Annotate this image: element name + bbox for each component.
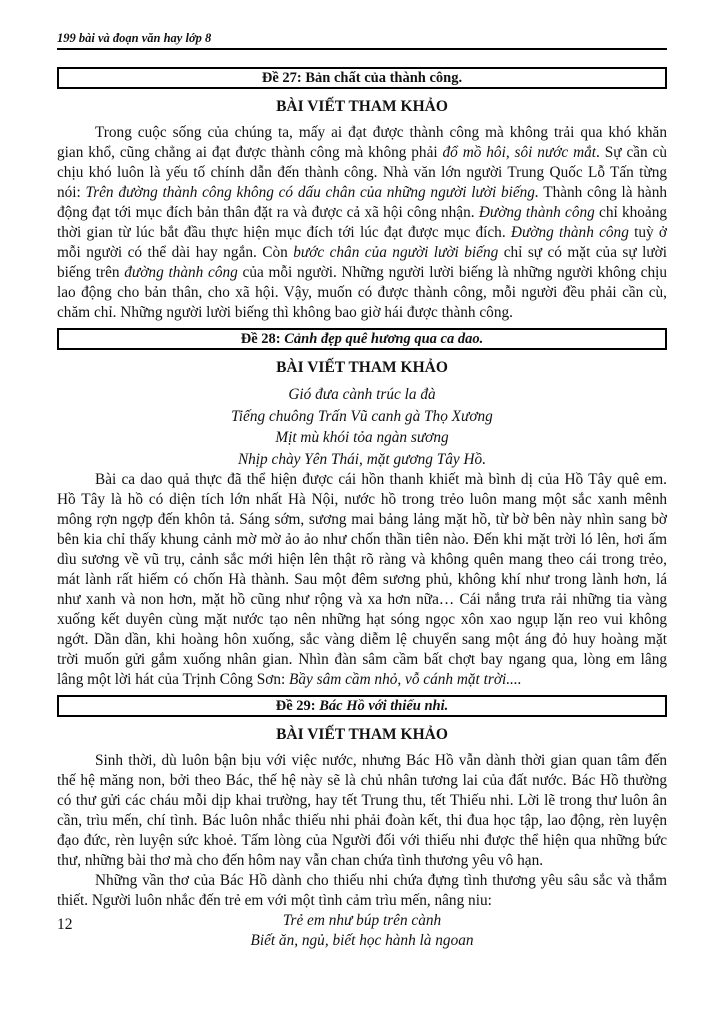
text-line	[57, 223, 667, 243]
text-line	[57, 791, 667, 811]
text-run: mông rợn ngợp đến khôn tả. Sáng sớm, sương mai bảng lảng mặt hồ, từ bờ bên này nhìn sang bờ	[57, 511, 667, 528]
poem-line: Trẻ em như búp trên cành	[282, 912, 442, 929]
section-27	[57, 67, 667, 323]
italic-text: Trên đường thành công không có dấu chân của những người lười biếng.	[85, 184, 539, 201]
text-line	[57, 510, 667, 530]
text-line	[57, 263, 667, 283]
section-title-box	[57, 328, 667, 350]
document-body	[57, 67, 667, 951]
text-run: có thư gửi các cháu mỗi dịp khai trường, hay tết Trung thu, tết Thiếu nhi. Lời lẽ trong thư luôn ân	[57, 792, 667, 809]
header-rule	[57, 48, 667, 50]
text-line	[57, 550, 667, 570]
section-heading: BÀI VIẾT THAM KHẢO	[276, 726, 448, 743]
text-line	[57, 610, 667, 630]
text-line	[57, 570, 667, 590]
text-line	[57, 630, 667, 650]
text-run: xuống kết duyên cùng mặt nước tạo nên những hạt sóng ngọc xôn xao ngụp lặn reo vui không	[57, 611, 667, 628]
section-29	[57, 695, 667, 951]
text-line	[57, 670, 667, 690]
text-run: trời muốn gửi gắm xuống nhân gian. Nhìn đàn sâm cầm bất chợt bay ngang qua, lòng em lâng	[57, 651, 667, 668]
text-run: thời gian từ lúc bắt đầu thực hiện mục đích tới lúc đạt được mục đích.	[57, 224, 511, 241]
italic-text: bước chân của người lười biếng	[293, 244, 499, 261]
text-line	[57, 203, 667, 223]
text-line	[57, 831, 667, 851]
italic-text: đường thành công	[124, 264, 238, 281]
paragraph	[57, 871, 667, 911]
paragraph	[57, 470, 667, 690]
text-line	[57, 811, 667, 831]
text-run: mỗi người có thể dài hay ngắn. Còn	[57, 244, 294, 261]
text-run: gian khổ, cũng chẳng ai đạt được thành công mà không phải	[57, 144, 443, 161]
text-run: . Sự cần cù	[596, 144, 667, 161]
text-line	[57, 163, 667, 183]
text-line	[57, 891, 667, 911]
text-line	[57, 650, 667, 670]
section-title: Cảnh đẹp quê hương qua ca dao.	[284, 331, 484, 347]
italic-text: Bầy sâm cầm nhỏ, vỗ cánh mặt trời....	[289, 671, 522, 688]
poem-line: Mịt mù khói tỏa ngàn sương	[275, 429, 449, 446]
text-run: Thành công là hành	[538, 184, 667, 201]
section-title: Bản chất của thành công.	[305, 70, 463, 86]
section-title: Bác Hồ với thiếu nhi.	[319, 698, 449, 714]
text-run: bên kia chỉ thấy khung cảnh mờ mờ ảo ảo như chốn thần tiên nào. Đến khi mặt trời ló lên, hơi ấm	[57, 531, 667, 548]
text-run: động đạt tới mục đích bản thân đặt ra và được cả xã hội công nhận.	[57, 204, 479, 221]
text-line	[57, 771, 667, 791]
text-line	[57, 751, 667, 771]
running-header: 199 bài và đoạn văn hay lớp 8	[57, 31, 212, 45]
section-label: Đề 27:	[261, 70, 302, 86]
italic-text: Đường thành công	[510, 224, 629, 241]
text-line	[57, 243, 667, 263]
text-run: chịu khó luôn là yếu tố chính dẫn đến thành công. Nhà văn lớn người Trung Quốc Lỗ Tấn từng	[57, 164, 667, 181]
text-run: như xanh và non hơn, mặt hồ cũng như rộng và xa hơn nữa… Cái nắng trưa rải những tia vàng	[57, 591, 667, 608]
text-run: ngớt. Dần dần, khi hoàng hôn xuống, sắc vàng diễm lệ chuyển sang một áng đỏ huy hoàng mặt	[57, 631, 667, 648]
italic-text: đổ mồ hôi, sôi nước mắt	[442, 144, 597, 161]
text-run: đạo đức, rèn luyện sức khoẻ. Tấm lòng của Người đối với thiếu nhi được thể hiện qua những bức	[57, 832, 667, 849]
text-run: Hồ Tây là hồ có diện tích lớn nhất Hà Nội, nước hồ trong trẻo luôn mang một sắc xanh mênh	[57, 491, 667, 508]
text-line	[57, 283, 667, 303]
section-title-box	[57, 695, 667, 717]
section-label: Đề 29:	[275, 698, 316, 714]
text-run: Sinh thời, dù luôn bận bịu với việc nước, nhưng Bác Hồ vẫn dành thời gian quan tâm đến	[95, 752, 667, 769]
poem-line: Tiếng chuông Trấn Vũ canh gà Thọ Xương	[231, 407, 493, 425]
text-line	[57, 303, 667, 323]
text-line	[57, 470, 667, 490]
section-title-box	[57, 67, 667, 89]
poem-verse	[57, 911, 667, 951]
text-run: nói:	[57, 184, 86, 201]
text-run: lao động cho bản thân, cho xã hội. Vậy, muốn có được thành công, mỗi người đều phải cần cù,	[57, 284, 667, 301]
text-run: Bài ca dao quả thực đã thể hiện được cái hồn thanh khiết mà bình dị của Hồ Tây quê em.	[95, 471, 667, 488]
text-line	[57, 530, 667, 550]
text-run: chỉ sự có mặt của sự lười	[498, 244, 667, 261]
paragraph	[57, 751, 667, 871]
text-line	[57, 143, 667, 163]
text-line	[57, 871, 667, 891]
poem-line: Biết ăn, ngủ, biết học hành là ngoan	[250, 932, 474, 949]
text-run: biếng trên	[57, 264, 125, 281]
poem-line: Gió đưa cành trúc la đà	[288, 386, 436, 403]
italic-text: Đường thành công	[478, 204, 595, 221]
text-run: dìu sương về vũ trụ, cảnh sắc mới hiện lên thật rõ ràng và không quên mang theo cái trong trẻo,	[57, 551, 667, 568]
text-run: thiết. Người luôn nhắc đến trẻ em với một tình cảm trìu mến, nâng niu:	[57, 892, 492, 909]
text-run: thế hệ măng non, bởi theo Bác, thế hệ này sẽ là chủ nhân tương lai của đất nước. Bác Hồ thường	[57, 772, 667, 789]
section-label: Đề 28:	[240, 331, 281, 347]
text-run: lâng một lời hát của Trịnh Công Sơn:	[57, 671, 290, 688]
text-line	[57, 123, 667, 143]
text-run: Những vần thơ của Bác Hồ dành cho thiếu nhi chứa đựng tình thương yêu sâu sắc và thắm	[95, 872, 667, 889]
text-run: chỉ khoảng	[594, 204, 668, 221]
text-line	[57, 490, 667, 510]
text-run: mát lành rất hiếm có chốn Hà thành. Sau một đêm sương phủ, không khí như trong lành hơn, lá	[57, 571, 667, 588]
text-line	[57, 183, 667, 203]
paragraph	[57, 123, 667, 323]
text-run: chăm chỉ. Những người lười biếng thì không bao giờ hái được thành công.	[57, 304, 513, 321]
text-run: của mỗi người. Những người lười biếng là những người không chịu	[237, 264, 668, 281]
text-line	[57, 851, 667, 871]
poem-line: Nhịp chày Yên Thái, mặt gương Tây Hồ.	[237, 450, 487, 468]
text-run: cần, trìu mến, chí tình. Bác luôn nhắc thiếu nhi phải đoàn kết, thi đua học tập, lao động, rèn luyện	[57, 812, 667, 829]
text-run: Trong cuộc sống của chúng ta, mấy ai đạt được thành công mà không trải qua khó khăn	[95, 124, 667, 141]
text-line	[57, 590, 667, 610]
text-run: tuỳ ở	[628, 224, 667, 241]
text-run: thư, những bài thơ mà cho đến hôm nay vẫn chan chứa tình thương yêu vô hạn.	[57, 852, 544, 869]
page-number: 12	[57, 916, 73, 933]
section-28	[57, 328, 667, 690]
section-heading: BÀI VIẾT THAM KHẢO	[276, 359, 448, 376]
poem-verse	[57, 384, 667, 470]
section-heading: BÀI VIẾT THAM KHẢO	[276, 98, 448, 115]
